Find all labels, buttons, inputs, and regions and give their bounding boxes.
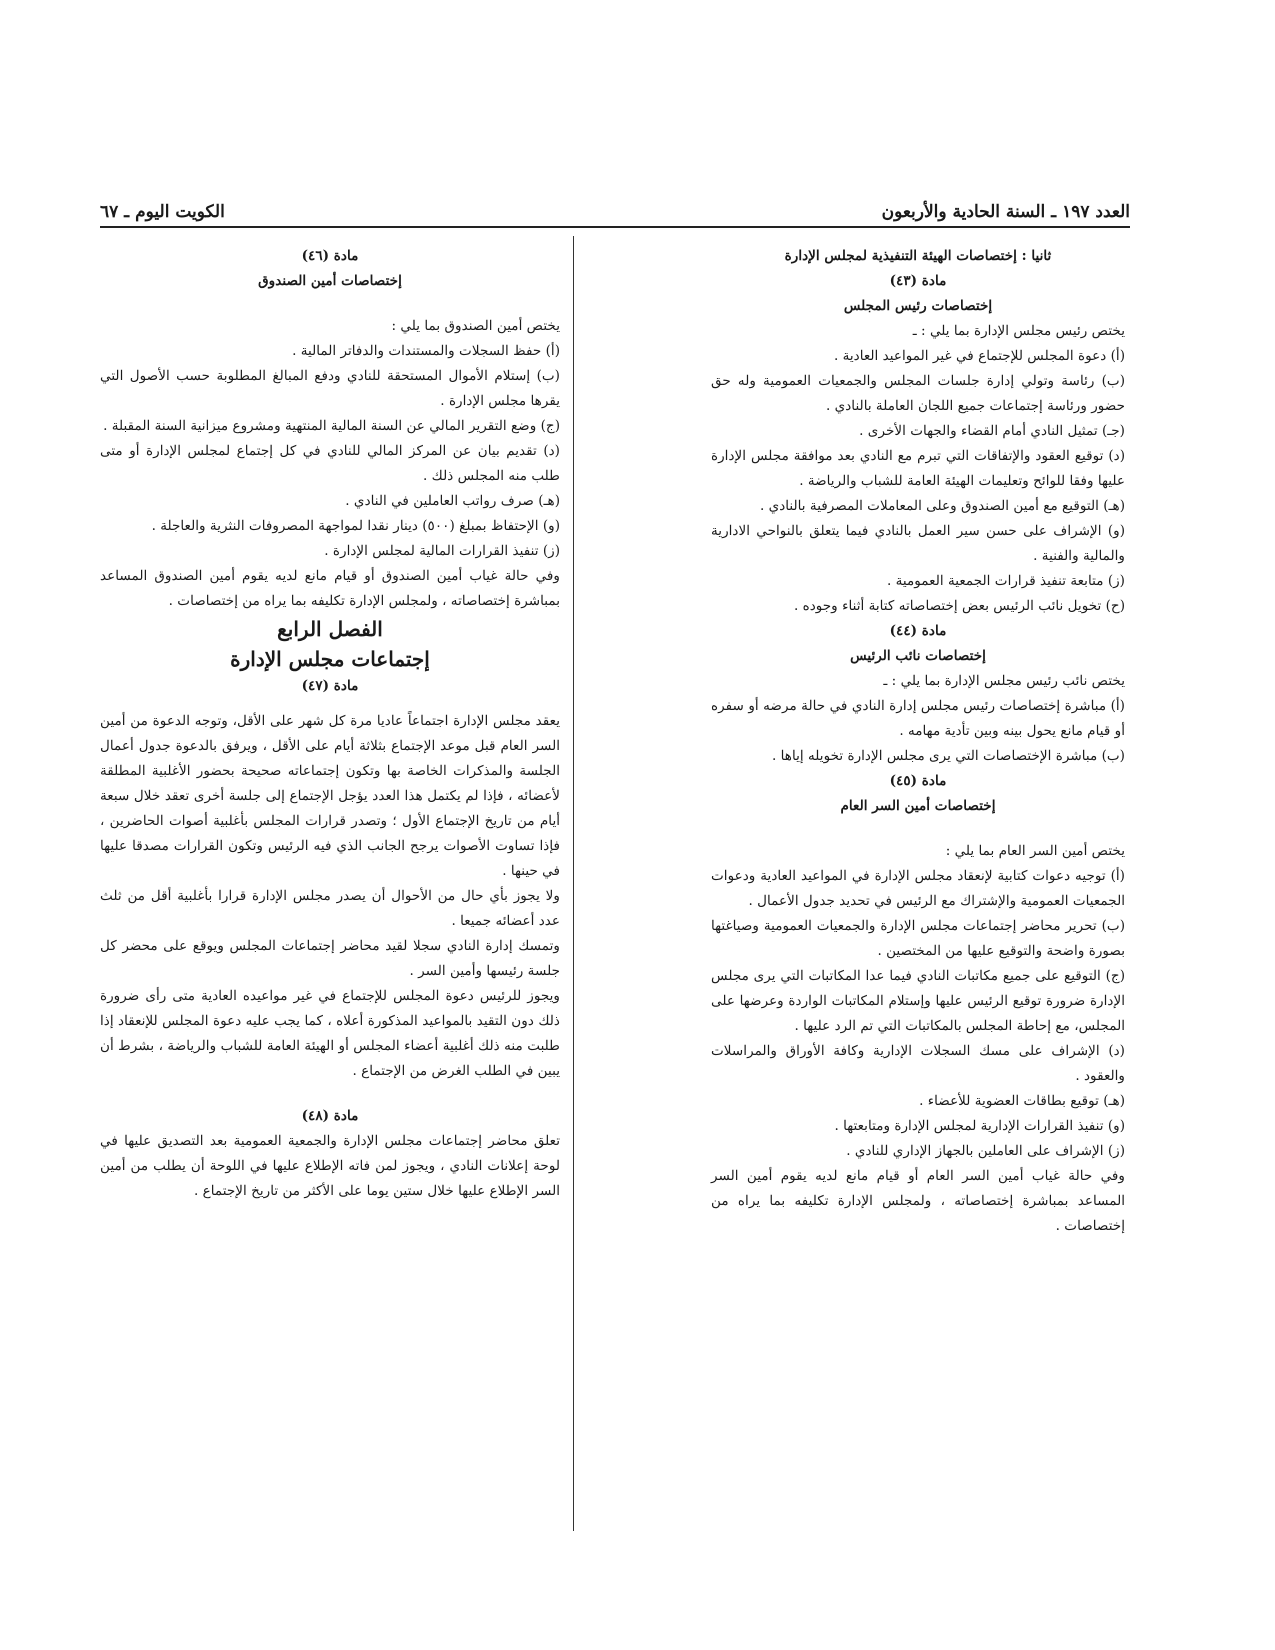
paragraph: (ب) مباشرة الإختصاصات التي يرى مجلس الإدارة تخويله إياها . [772,748,1125,764]
paragraph: ولا يجوز بأي حال من الأحوال أن يصدر مجلس الإدارة قرارا بأغلبية أقل من ثلث عدد أعضائه جميعا . [100,888,560,929]
publication-page-number: الكويت اليوم ـ ٦٧ [100,202,225,222]
paragraph: (هـ) توقيع بطاقات العضوية للأعضاء . [919,1093,1125,1109]
article-heading: مادة (٤٨) [301,1108,359,1124]
paragraph: (ز) تنفيذ القرارات المالية لمجلس الإدارة . [324,543,560,559]
article-heading: مادة (٤٣) [889,273,947,289]
paragraph: يختص أمين السر العام بما يلي : [945,843,1125,859]
article-heading: إختصاصات أمين الصندوق [258,273,402,289]
paragraph: (ب) إستلام الأموال المستحقة للنادي ودفع المبالغ المطلوبة حسب الأصول التي يقرها مجلس الإدارة . [100,368,560,409]
paragraph: (ز) متابعة تنفيذ قرارات الجمعية العمومية . [886,573,1125,589]
paragraph: (د) توقيع العقود والإتفاقات التي تبرم مع النادي بعد موافقة مجلس الإدارة عليها وفقا للوائح وتعليمات الهيئة العامة للشباب والرياضة . [711,448,1125,489]
paragraph: (هـ) التوقيع مع أمين الصندوق وعلى المعاملات المصرفية بالنادي . [759,498,1125,514]
paragraph: (أ) دعوة المجلس للإجتماع في غير المواعيد العادية . [833,348,1125,364]
article-heading: مادة (٤٧) [301,678,359,694]
paragraph: (أ) مباشرة إختصاصات رئيس مجلس إدارة النادي في حالة مرضه أو سفره أو قيام مانع يحول بينه وبين تأدية مهامه . [711,698,1125,739]
paragraph: يختص رئيس مجلس الإدارة بما يلي : ـ [912,323,1125,339]
chapter-heading: الفصل الرابع [277,617,383,641]
issue-info: العدد ١٩٧ ـ السنة الحادية والأربعون [881,202,1130,222]
paragraph: تعلق محاضر إجتماعات مجلس الإدارة والجمعية العمومية بعد التصديق عليها في لوحة إعلانات النادي ، ويجوز لمن فاته الإطلاع عليها في اللوحة أن يطلب من أمين السر الإطلاع عليها خلال ستين يوما على الأكثر من تاريخ الإجتماع . [100,1133,560,1199]
paragraph: يختص أمين الصندوق بما يلي : [391,318,560,334]
paragraph: (أ) حفظ السجلات والمستندات والدفاتر المالية . [292,343,560,359]
paragraph: (ز) الإشراف على العاملين بالجهاز الإداري للنادي . [846,1143,1125,1159]
paragraph: (ب) رئاسة وتولي إدارة جلسات المجلس والجمعيات العمومية وله حق حضور ورئاسة إجتماعات جميع اللجان العاملة بالنادي . [711,373,1125,414]
article-heading: إختصاصات أمين السر العام [840,798,996,814]
article-heading: إختصاصات نائب الرئيس [850,648,986,664]
paragraph: (ج) التوقيع على جميع مكاتبات النادي فيما عدا المكاتبات التي يرى مجلس الإدارة ضرورة توقيع الرئيس عليها وإستلام المكاتبات الواردة وعرضها على المجلس، مع إحاطة المجلس بالمكاتبات التي تم الرد عليها . [711,968,1125,1034]
article-heading: إختصاصات رئيس المجلس [843,298,993,314]
chapter-heading: إجتماعات مجلس الإدارة [230,647,430,671]
paragraph: وفي حالة غياب أمين الصندوق أو قيام مانع لديه يقوم أمين الصندوق المساعد بمباشرة إختصاصاته ، ولمجلس الإدارة تكليفه بما يراه من إختصاصات . [100,568,560,609]
paragraph: يعقد مجلس الإدارة اجتماعاً عاديا مرة كل شهر على الأقل، وتوجه الدعوة من أمين السر العام قبل موعد الإجتماع بثلاثة أيام على الأقل ، ويرفق بالدعوة جدول أعمال الجلسة والمذكرات الخاصة بها وتكون إجتماعاته صحيحة بحضور الأغلبية المطلقة لأعضائه ، فإذا لم يكتمل هذا العدد يؤجل الإجتماع إلى جلسة أخرى تعقد خلال سبعة أيام من تاريخ الإجتماع الأول ؛ وتصدر قرارات المجلس بأغلبية أصوات الحاضرين ، فإذا تساوت الأصوات يرجح الجانب الذي فيه الرئيس وتكون القرارات مصدقا عليها في حينها . [100,713,560,879]
paragraph: (ج) وضع التقرير المالي عن السنة المالية المنتهية ومشروع ميزانية السنة المقبلة . [103,418,560,434]
paragraph: وتمسك إدارة النادي سجلا لقيد محاضر إجتماعات المجلس ويوقع على محضر كل جلسة رئيسها وأمين السر . [100,938,560,979]
column-divider [573,236,574,1531]
paragraph: (ح) تخويل نائب الرئيس بعض إختصاصاته كتابة أثناء وجوده . [793,598,1125,614]
paragraph: (أ) توجيه دعوات كتابية لإنعقاد مجلس الإدارة في المواعيد العادية ودعوات الجمعيات العمومية والإشتراك مع الرئيس في تحديد جدول الأعمال . [711,868,1125,909]
paragraph: ويجوز للرئيس دعوة المجلس للإجتماع في غير مواعيده العادية متى رأى ضرورة ذلك دون التقيد بالمواعيد المذكورة أعلاه ، كما يجب عليه دعوة المجلس للإنعقاد إذا طلبت منه ذلك أغلبية أعضاء المجلس أو الهيئة العامة للشباب والرياضة ، بشرط أن يبين في الطلب الغرض من الإجتماع . [100,988,560,1079]
left-column [100,244,560,1204]
paragraph: (و) الإشراف على حسن سير العمل بالنادي فيما يتعلق بالنواحي الادارية والمالية والفنية . [711,523,1125,564]
paragraph: (هـ) صرف رواتب العاملين في النادي . [345,493,560,509]
paragraph: (جـ) تمثيل النادي أمام القضاء والجهات الأخرى . [859,423,1125,439]
paragraph: (د) تقديم بيان عن المركز المالي للنادي في كل إجتماع لمجلس الإدارة أو متى طلب منه المجلس ذلك . [100,443,560,484]
article-heading: مادة (٤٦) [301,248,359,264]
paragraph: وفي حالة غياب أمين السر العام أو قيام مانع لديه يقوم أمين السر المساعد بمباشرة إختصاصاته ، ولمجلس الإدارة تكليفه بما يراه من إختصاصات . [711,1168,1125,1234]
right-column [711,244,1125,1239]
article-heading: ثانيا : إختصاصات الهيئة التنفيذية لمجلس الإدارة [784,248,1052,264]
article-heading: مادة (٤٥) [889,773,947,789]
page-header [100,200,1130,228]
article-heading: مادة (٤٤) [889,623,947,639]
paragraph: (ب) تحرير محاضر إجتماعات مجلس الإدارة والجمعيات العمومية وصياغتها بصورة واضحة والتوقيع عليها من المختصين . [711,918,1125,959]
paragraph: (د) الإشراف على مسك السجلات الإدارية وكافة الأوراق والمراسلات والعقود . [711,1043,1125,1084]
paragraph: (و) تنفيذ القرارات الإدارية لمجلس الإدارة ومتابعتها . [834,1118,1125,1134]
paragraph: (و) الإحتفاظ بمبلغ (٥٠٠) دينار نقدا لمواجهة المصروفات النثرية والعاجلة . [151,518,560,534]
paragraph: يختص نائب رئيس مجلس الإدارة بما يلي : ـ [883,673,1125,689]
